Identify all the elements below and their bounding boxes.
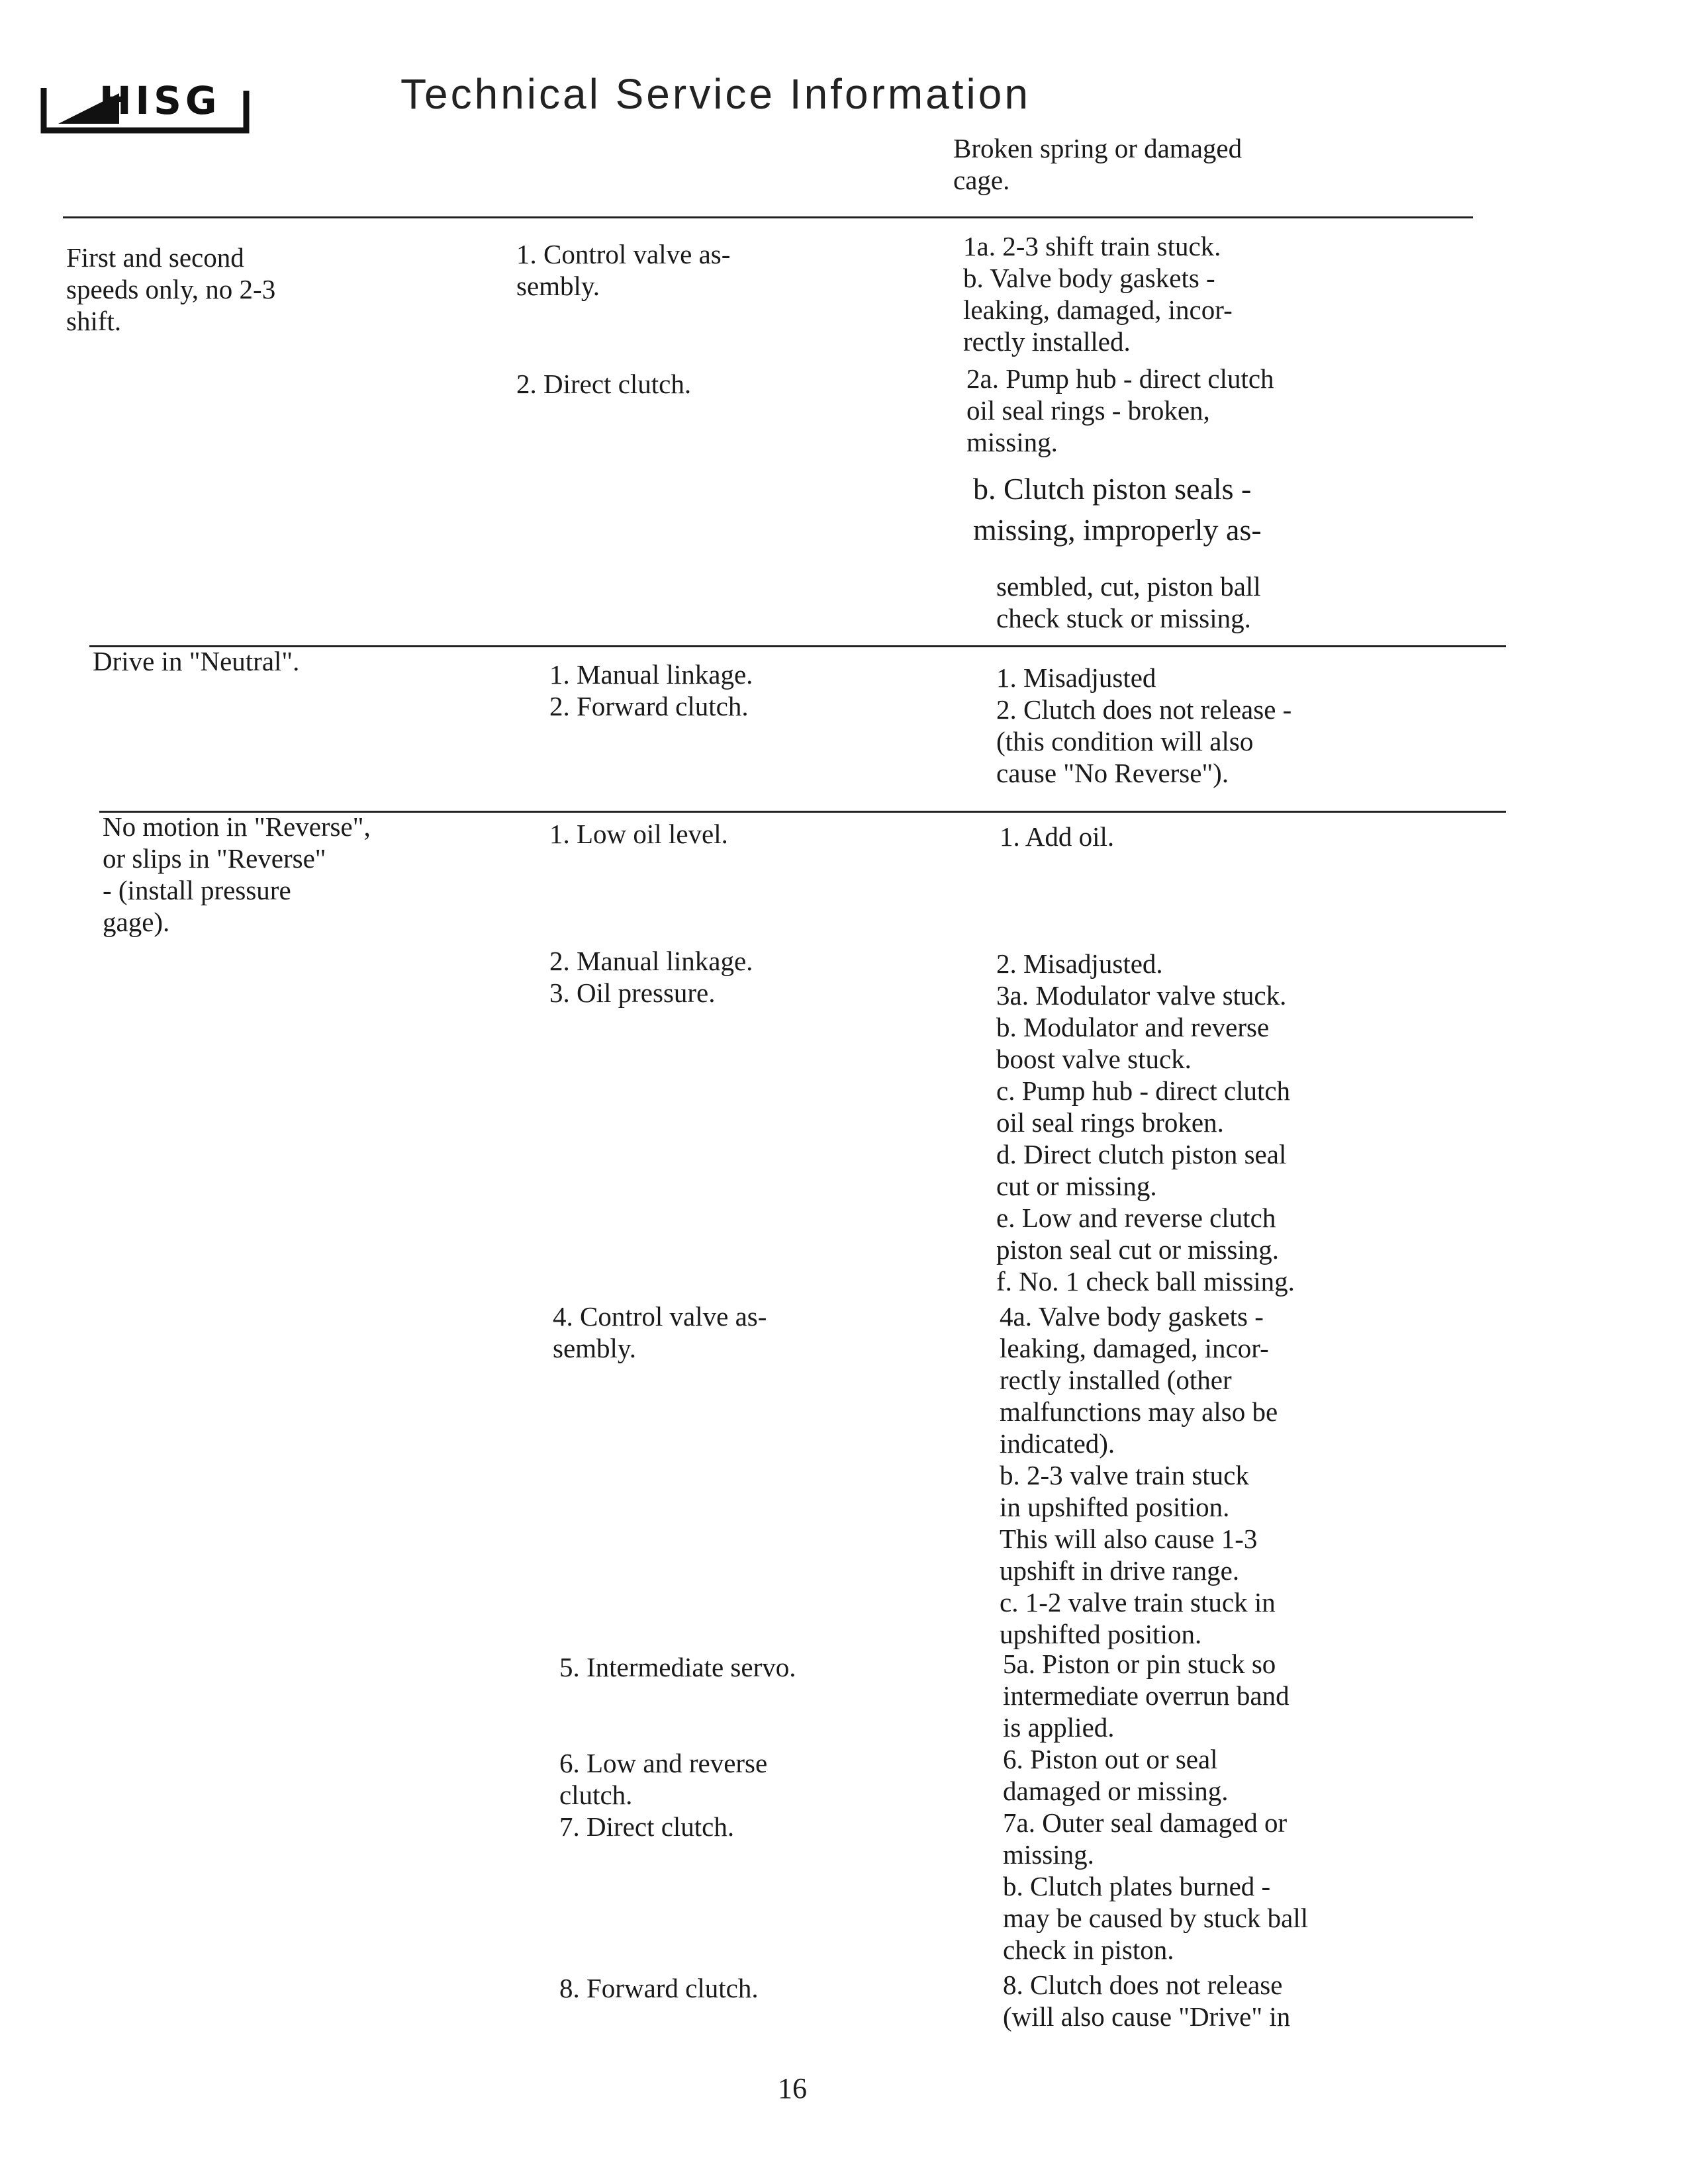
- page-title: Technical Service Information: [400, 70, 1031, 118]
- cause-text: 2. Manual linkage. 3. Oil pressure.: [549, 946, 753, 1008]
- cause-text: 5. Intermediate servo.: [559, 1652, 796, 1682]
- cause-text: 8. Forward clutch.: [559, 1973, 759, 2003]
- cause-text: 1. Manual linkage. 2. Forward clutch.: [549, 659, 753, 721]
- symptom-text: First and second speeds only, no 2-3 shift.: [66, 242, 276, 336]
- remedy-text: 1a. 2-3 shift train stuck. b. Valve body gaskets - leaking, damaged, incor- rectly installed.: [963, 231, 1233, 357]
- section-divider: [89, 645, 1506, 647]
- cause-text: 6. Low and reverse clutch. 7. Direct clutch.: [559, 1748, 768, 1842]
- remedy-text: 4a. Valve body gaskets - leaking, damaged, incor- rectly installed (other malfunctions may also be indicated). b. 2-3 valve train stuck in upshifted position. This will also cause 1-3 upshift in drive range. c. 1-2 valve train stuck in upshifted position.: [1000, 1301, 1278, 1649]
- page-number: 16: [778, 2072, 807, 2105]
- logo-text: HISG: [99, 78, 221, 123]
- symptom-text: No motion in "Reverse", or slips in "Reverse" - (install pressure gage).: [103, 811, 371, 937]
- remedy-text: sembled, cut, piston ball check stuck or missing.: [996, 571, 1261, 633]
- section-divider: [63, 216, 1473, 218]
- remedy-text: 2. Misadjusted. 3a. Modulator valve stuck. b. Modulator and reverse boost valve stuck. c. Pump hub - direct clutch oil seal rings broken. d. Direct clutch piston seal cut or missing. e. Low and reverse clutch piston seal cut or missing. f. No. 1 check ball missing.: [996, 948, 1295, 1297]
- cause-text: 1. Low oil level.: [549, 819, 728, 849]
- cause-text: 1. Control valve as- sembly.: [516, 239, 731, 301]
- remedy-text: b. Clutch piston seals - missing, improperly as-: [973, 472, 1262, 547]
- continuation-text: Broken spring or damaged cage.: [953, 133, 1243, 195]
- remedy-text: 2a. Pump hub - direct clutch oil seal rings - broken, missing.: [966, 363, 1274, 457]
- cause-text: 2. Direct clutch.: [516, 369, 692, 399]
- remedy-text: 1. Add oil.: [1000, 821, 1115, 852]
- remedy-text: 6. Piston out or seal damaged or missing. 7a. Outer seal damaged or missing. b. Clutch plates burned - may be caused by stuck ball check in piston.: [1003, 1744, 1309, 1965]
- remedy-text: 1. Misadjusted 2. Clutch does not release - (this condition will also cause "No Reverse").: [996, 662, 1292, 788]
- symptom-text: Drive in "Neutral".: [93, 646, 300, 676]
- cause-text: 4. Control valve as- sembly.: [553, 1301, 767, 1363]
- remedy-text: 8. Clutch does not release (will also cause "Drive" in: [1003, 1970, 1291, 2032]
- remedy-text: 5a. Piston or pin stuck so intermediate overrun band is applied.: [1003, 1649, 1289, 1743]
